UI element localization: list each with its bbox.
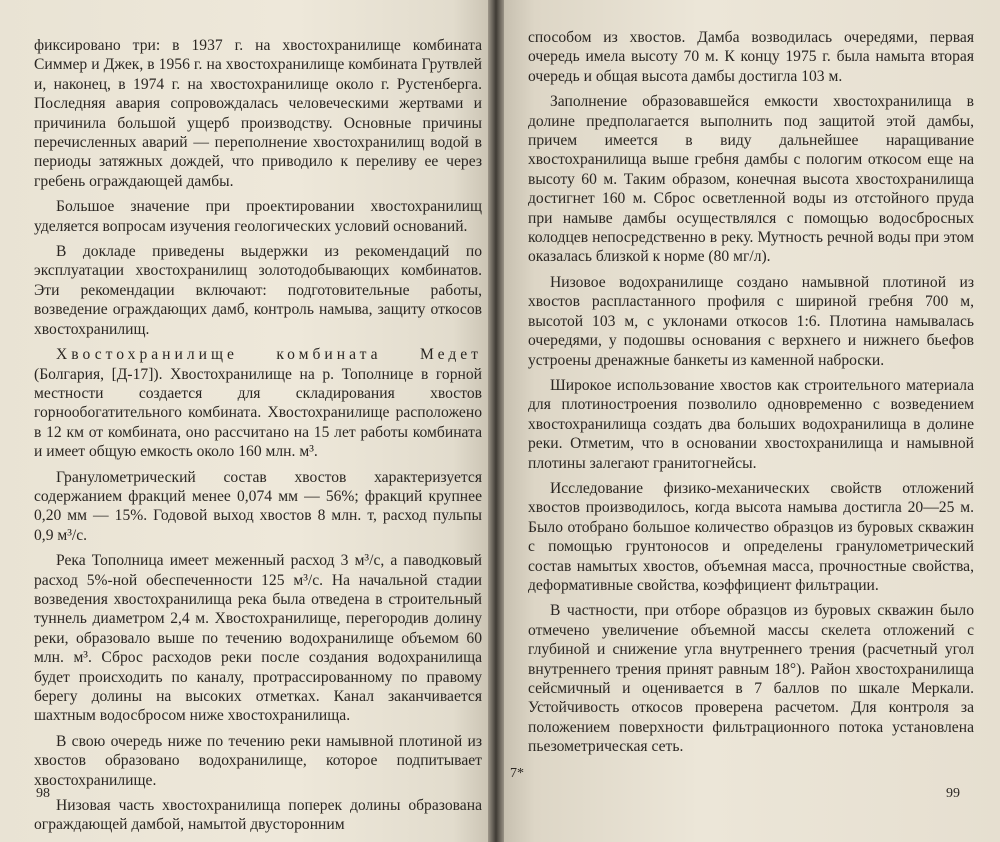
paragraph: Большое значение при проектировании хвостохранилищ уделяется вопросам изучения геологических условий оснований. (34, 198, 482, 235)
paragraph: В докладе приведены выдержки из рекомендаций по эксплуатации хвостохранилищ золотодобывающих комбинатов. Эти рекомендации включают: подготовительные работы, возведение ограждающих дамб, контроль намыва, защиту откосов хвостохранилищ. (34, 243, 482, 338)
paragraph-text: (Болгария, [Д-17]). Хвостохранилище на р. Тополнице в горной местности создается для складирования хвостов горнообогатительного комбината. Хвостохранилище расположено в 12 км от комбината, оно рассчитано на 15 лет работы комбината и имеет общую емкость около 160 млн. м³. (34, 365, 482, 461)
paragraph: Исследование физико-механических свойств отложений хвостов производилось, когда высота намыва достигла 20—25 м. Было отобрано большое количество образцов из буровых скважин с помощью грунтоносов и определены гранулометрический состав намытых хвостов, объемная масса, прочностные свойства, деформативные свойства, коэффициент фильтрации. (528, 479, 974, 594)
page-number: 99 (946, 786, 960, 801)
right-page-text (528, 28, 974, 763)
signature-mark: 7* (510, 766, 524, 781)
paragraph: В частности, при отборе образцов из буровых скважин было отмечено увеличение объемной массы скелета отложений с глубиной и снижение угла внутреннего трения (расчетный угол внутреннего трения принят равным 18°). Район хвостохранилища сейсмичный и оценивается в 7 баллов по шкале Меркали. Устойчивость откосов проверена расчетом. Для контроля за положением поверхности фильтрационного потока установлена пьезометрическая сеть. (528, 602, 974, 756)
paragraph: способом из хвостов. Дамба возводилась очередями, первая очередь имела высоту 70 м. К концу 1975 г. была намыта вторая очередь и общая высота дамбы достигла 103 м. (528, 29, 974, 85)
paragraph: Река Тополница имеет меженный расход 3 м³/с, а паводковый расход 5%-ной обеспеченности 125 м³/с. На начальной стадии возведения хвостохранилища река была отведена в строительный туннель диаметром 2,4 м. Хвостохранилище, перегородив долину реки, образовало выше по течению водохранилище объемом 60 млн. м³. Сброс расходов реки после создания водохранилища будет происходить по каналу, протрассированному по правому берегу долины на высоких отметках. Канал заканчивается шахтным водосбросом ниже хвостохранилища. (34, 552, 482, 725)
right-page (500, 0, 1000, 842)
paragraph: Заполнение образовавшейся емкости хвостохранилища в долине предполагается выполнить под защитой этой дамбы, причем имеется в виду дальнейшее наращивание хвостохранилища выше гребня дамбы с пологим откосом еще на высоту 60 м. Таким образом, конечная высота хвостохранилища достигнет 160 м. Сброс осветленной воды из отстойного пруда при намыве дамбы осуществлялся с помощью водосбросных колодцев непосредственно в реку. Мутность речной воды при этом оказалась близкой к норме (80 мг/л). (528, 93, 974, 266)
paragraph: В свою очередь ниже по течению реки намывной плотиной из хвостов образовано водохранилище, которое подпитывает хвостохранилище. (34, 732, 482, 789)
section-heading: Хвостохранилище комбината Медет (56, 346, 482, 364)
book-gutter (488, 0, 504, 842)
paragraph: Низовое водохранилище создано намывной плотиной из хвостов распластанного профиля с шириной гребня 700 м, высотой 103 м, с уклонами откосов 1:6. Плотина намывалась очередями, у подошвы основания с верхнего и нижнего бьефов устроены дренажные банкеты из каменной наброски. (528, 273, 974, 369)
paragraph-with-heading (34, 345, 482, 461)
page-number: 98 (36, 786, 50, 801)
paragraph: фиксировано три: в 1937 г. на хвостохранилище комбината Симмер и Джек, в 1956 г. на хвостохранилище комбината Грутвлей и, наконец, в 1974 г. на хвостохранилище около г. Рустенберга. Последняя авария сопровождалась человеческими жертвами и причинила большой ущерб производству. Основные причины перечисленных аварий — переполнение хвостохранилищ водой в периоды затяжных дождей, что приводило к переливу ее через гребень ограждающей дамбы. (34, 37, 482, 190)
paragraph: Гранулометрический состав хвостов характеризуется содержанием фракций менее 0,074 мм — 56%; фракций крупнее 0,20 мм — 15%. Годовой выход хвостов 8 млн. т, расход пульпы 0,9 м³/с. (34, 468, 482, 544)
paragraph: Широкое использование хвостов как строительного материала для плотиностроения позволило одновременно с возведением хвостохранилища создать два больших водохранилища в долине реки. Отметим, что в основании хвостохранилища и намывной плотины залегают гранитогнейсы. (528, 376, 974, 472)
paragraph: Низовая часть хвостохранилища поперек долины образована ограждающей дамбой, намытой двусторонним (34, 797, 482, 834)
left-page (0, 0, 492, 842)
left-page-text (34, 36, 482, 841)
